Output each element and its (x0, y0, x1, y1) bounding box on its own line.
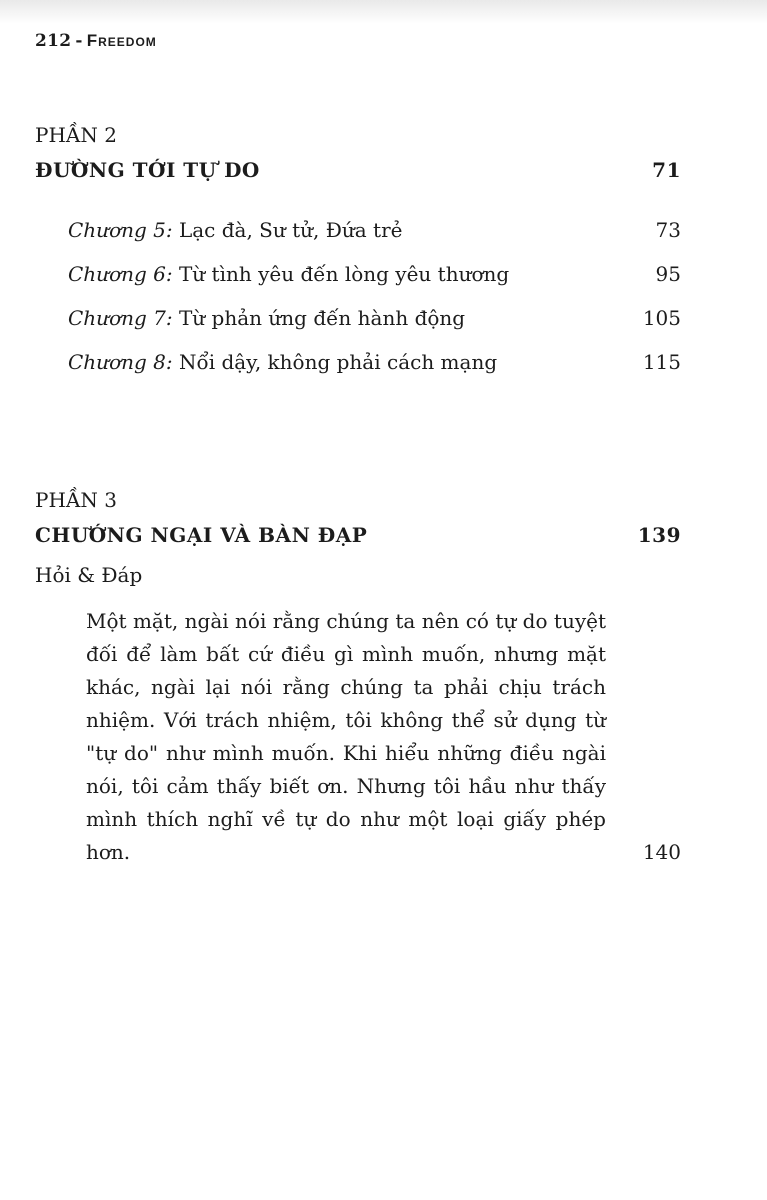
part-2-title: ĐƯỜNG TỚI TỰ DO (35, 158, 260, 182)
page-top-shadow (0, 0, 767, 24)
toc-entry-chapter-7 (35, 296, 681, 340)
chapter-7-label: Chương 7: (68, 306, 173, 330)
chapter-8-page: 115 (642, 350, 681, 374)
running-header (35, 31, 157, 51)
part-3-title-row (35, 515, 681, 555)
part-2-section (35, 120, 681, 384)
chapter-5-page: 73 (655, 218, 681, 242)
chapter-5-text (68, 208, 402, 252)
qa-page: 140 (642, 840, 681, 864)
part-3-label: PHẦN 3 (35, 488, 117, 512)
chapter-6-title: Từ tình yêu đến lòng yêu thương (178, 262, 510, 286)
chapter-7-title: Từ phản ứng đến hành động (178, 306, 466, 330)
qa-entry (35, 605, 681, 869)
chapter-8-title: Nổi dậy, không phải cách mạng (178, 350, 498, 374)
part-3-page: 139 (637, 523, 681, 547)
part-3-section (35, 485, 681, 869)
chapter-6-text (68, 252, 509, 296)
toc-entry-chapter-5 (35, 208, 681, 252)
chapter-7-text (68, 296, 465, 340)
chapter-5-title: Lạc đà, Sư tử, Đứa trẻ (178, 218, 403, 242)
header-page-number: 212 (35, 31, 72, 51)
chapter-6-page: 95 (655, 262, 681, 286)
qa-question-text: Một mặt, ngài nói rằng chúng ta nên có tự do tuyệt đối để làm bất cứ điều gì mình muốn, nhưng mặt khác, ngài lại nói rằng chúng ta phải chịu trách nhiệm. Với trách nhiệm, tôi không thể sử dụng từ "tự do" như mình muốn. Khi hiểu những điều ngài nói, tôi cảm thấy biết ơn. Nhưng tôi hầu như thấy mình thích nghĩ về tự do như một loại giấy phép hơn. (86, 609, 606, 864)
part-3-title: CHƯỚNG NGẠI VÀ BÀN ĐẠP (35, 523, 368, 547)
qa-heading: Hỏi & Đáp (35, 563, 143, 587)
part-2-label: PHẦN 2 (35, 123, 117, 147)
chapter-7-page: 105 (642, 306, 681, 330)
chapter-5-label: Chương 5: (68, 218, 173, 242)
chapter-6-label: Chương 6: (68, 262, 173, 286)
header-book-title: Freedom (86, 31, 157, 50)
part-2-title-row (35, 150, 681, 190)
chapter-8-label: Chương 8: (68, 350, 173, 374)
toc-entry-chapter-8 (35, 340, 681, 384)
toc-entry-chapter-6 (35, 252, 681, 296)
part-2-page: 71 (652, 158, 681, 182)
header-separator: - (75, 31, 83, 51)
chapter-8-text (68, 340, 497, 384)
